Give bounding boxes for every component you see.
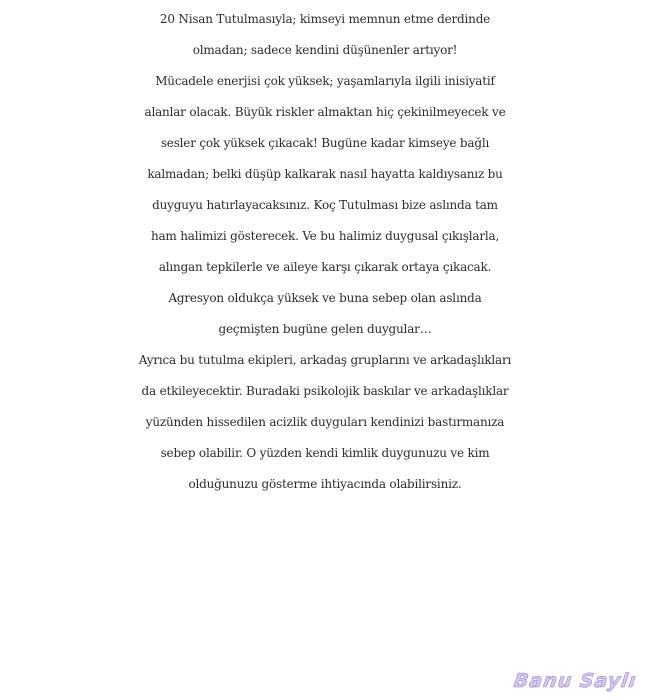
text-line: Ayrıca bu tutulma ekipleri, arkadaş gruplarını ve arkadaşlıkları	[138, 353, 512, 367]
text-line: geçmişten bugüne gelen duygular…	[218, 322, 432, 336]
text-line: olmadan; sadece kendini düşünenler artıyor!	[192, 43, 458, 57]
article-text	[0, 4, 650, 500]
text-line: kalmadan; belki düşüp kalkarak nasıl hayatta kaldıysanız bu	[147, 167, 503, 181]
author-watermark: Banu Saylı	[512, 670, 638, 692]
text-line: Mücadele enerjisi çok yüksek; yaşamlarıyla ilgili inisiyatif	[155, 74, 495, 88]
text-line: yüzünden hissedilen acizlik duyguları kendinizi bastırmanıza	[145, 415, 505, 429]
text-line: Agresyon oldukça yüksek ve buna sebep olan aslında	[168, 291, 482, 305]
text-line: sesler çok yüksek çıkacak! Bugüne kadar kimseye bağlı	[160, 136, 490, 150]
text-line: olduğunuzu gösterme ihtiyacında olabilirsiniz.	[188, 477, 462, 491]
text-line: duyguyu hatırlayacaksınız. Koç Tutulması bize aslında tam	[152, 198, 498, 212]
text-line: da etkileyecektir. Buradaki psikolojik baskılar ve arkadaşlıklar	[141, 384, 509, 398]
text-line: alıngan tepkilerle ve aileye karşı çıkarak ortaya çıkacak.	[158, 260, 492, 274]
text-line: ham halimizi gösterecek. Ve bu halimiz duygusal çıkışlarla,	[150, 229, 500, 243]
text-line: alanlar olacak. Büyük riskler almaktan hiç çekinilmeyecek ve	[144, 105, 506, 119]
text-line: sebep olabilir. O yüzden kendi kimlik duygunuzu ve kim	[160, 446, 490, 460]
text-line: 20 Nisan Tutulmasıyla; kimseyi memnun etme derdinde	[159, 12, 491, 26]
